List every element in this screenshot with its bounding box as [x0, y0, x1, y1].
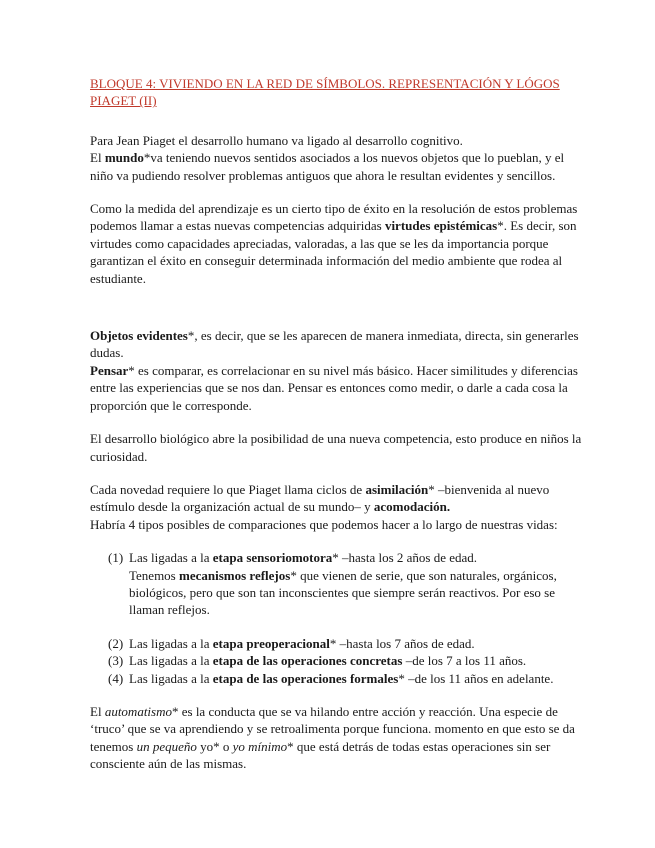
text-run: Como la medida del aprendizaje es un cierto tipo de éxito en la resolución de estos problemas podemos llamar a estas nuevas competencias adquiridas — [90, 201, 578, 234]
text-run: –de los 7 a los 11 años. — [402, 653, 527, 669]
list-item — [90, 549, 585, 619]
text-run: * –de los 11 años en adelante. — [398, 670, 554, 686]
term-etapa: etapa sensoriomotora — [212, 550, 333, 566]
paragraph-curiosidad — [90, 430, 585, 465]
term-objetos-evidentes: Objetos evidentes — [90, 328, 188, 344]
text-run: * es comparar, es correlacionar en su nivel más básico. Hacer similitudes y diferencias entre las experiencias que se nos dan. Pensar es entonces como medir, o darle a cada cosa la proporción que le corresponde. — [90, 362, 578, 413]
list-number: (4) — [108, 670, 124, 686]
text-run: Las ligadas a la — [129, 653, 213, 669]
text-run: El — [90, 703, 105, 719]
spacer — [90, 414, 585, 430]
text-run: *. Es decir, son virtudes como capacidades apreciadas, valoradas, a las que se les da importancia porque garantizan el éxito en conseguir determinada información del medio ambiente que rodea al estudiante. — [90, 218, 577, 286]
text-run: * que está detrás de todas estas operaciones sin ser consciente aún de las mismas. — [90, 738, 551, 772]
list-item — [90, 670, 585, 687]
term-etapa: etapa de las operaciones formales — [212, 670, 399, 686]
term-un-pequeno: un pequeño — [136, 738, 197, 754]
text-run: * es la conducta que se va hilando entre acción y reacción. Una especie de ‘truco’ que se va aprendiendo y se retroalimenta porque funciona. momento en que esto se da tenemos — [90, 703, 575, 754]
paragraph-automatismo — [90, 703, 585, 773]
text-run: El desarrollo biológico abre la posibilidad de una nueva competencia, esto produce en niños la curiosidad. — [90, 431, 582, 464]
term-acomodacion: acomodación. — [373, 499, 451, 515]
text-run: Las ligadas a la — [129, 635, 213, 651]
list-number: (3) — [108, 653, 124, 669]
term-virtudes-epistemicas: virtudes epistémicas — [384, 218, 498, 234]
text-run: Tenemos — [129, 567, 179, 583]
term-mundo: mundo — [104, 150, 144, 166]
paragraph-objetos-pensar — [90, 327, 585, 414]
text-run: * que vienen de serie, que son naturales, orgánicos, biológicos, pero que son tan inconscientes que siempre serán reactivos. Por eso se llaman reflejos. — [129, 567, 557, 618]
section-title: BLOQUE 4: VIVIENDO EN LA RED DE SÍMBOLOS. REPRESENTACIÓN Y LÓGOS PIAGET (II) — [90, 76, 560, 109]
text-run: * –hasta los 2 años de edad. — [332, 550, 478, 566]
text-run: * –bienvenida al nuevo estímulo desde la organización actual de su mundo– y — [90, 481, 550, 515]
text-run: Cada novedad requiere lo que Piaget llama ciclos de — [90, 481, 366, 497]
paragraph-virtudes — [90, 200, 585, 287]
list-item — [90, 635, 585, 652]
list-item — [90, 652, 585, 669]
list-number: (1) — [108, 550, 124, 566]
term-yo-minimo: yo mínimo — [232, 738, 288, 754]
text-run: Las ligadas a la — [129, 550, 213, 566]
term-automatismo: automatismo — [104, 703, 172, 719]
paragraph-asimilacion — [90, 481, 585, 533]
spacer — [90, 287, 585, 327]
spacer — [90, 533, 585, 549]
term-etapa: etapa de las operaciones concretas — [212, 653, 403, 669]
spacer — [90, 465, 585, 481]
term-pensar: Pensar — [90, 362, 129, 378]
text-run: Las ligadas a la — [129, 670, 213, 686]
term-asimilacion: asimilación — [365, 481, 429, 497]
paragraph-piaget-intro — [90, 132, 585, 184]
text-run: *va teniendo nuevos sentidos asociados a los nuevos objetos que lo pueblan, y el niño va pudiendo resolver problemas antiguos que ahora le resultan evidentes y sencillos. — [90, 150, 565, 183]
term-etapa: etapa preoperacional — [212, 635, 330, 651]
spacer — [90, 184, 585, 200]
spacer — [90, 687, 585, 703]
text-run: * –hasta los 7 años de edad. — [329, 635, 475, 651]
text-run: *, es decir, que se les aparecen de manera inmediata, directa, sin generarles dudas. — [90, 328, 579, 361]
text-run: Habría 4 tipos posibles de comparaciones que podemos hacer a lo largo de nuestras vidas: — [90, 516, 558, 532]
intro-line: Para Jean Piaget el desarrollo humano va ligado al desarrollo cognitivo. — [90, 132, 463, 148]
term-mecanismos-reflejos: mecanismos reflejos — [179, 567, 291, 583]
text-run: El — [90, 150, 105, 166]
spacer — [90, 619, 585, 635]
stages-list — [90, 549, 585, 687]
text-run: yo* o — [196, 738, 233, 754]
list-number: (2) — [108, 635, 124, 651]
